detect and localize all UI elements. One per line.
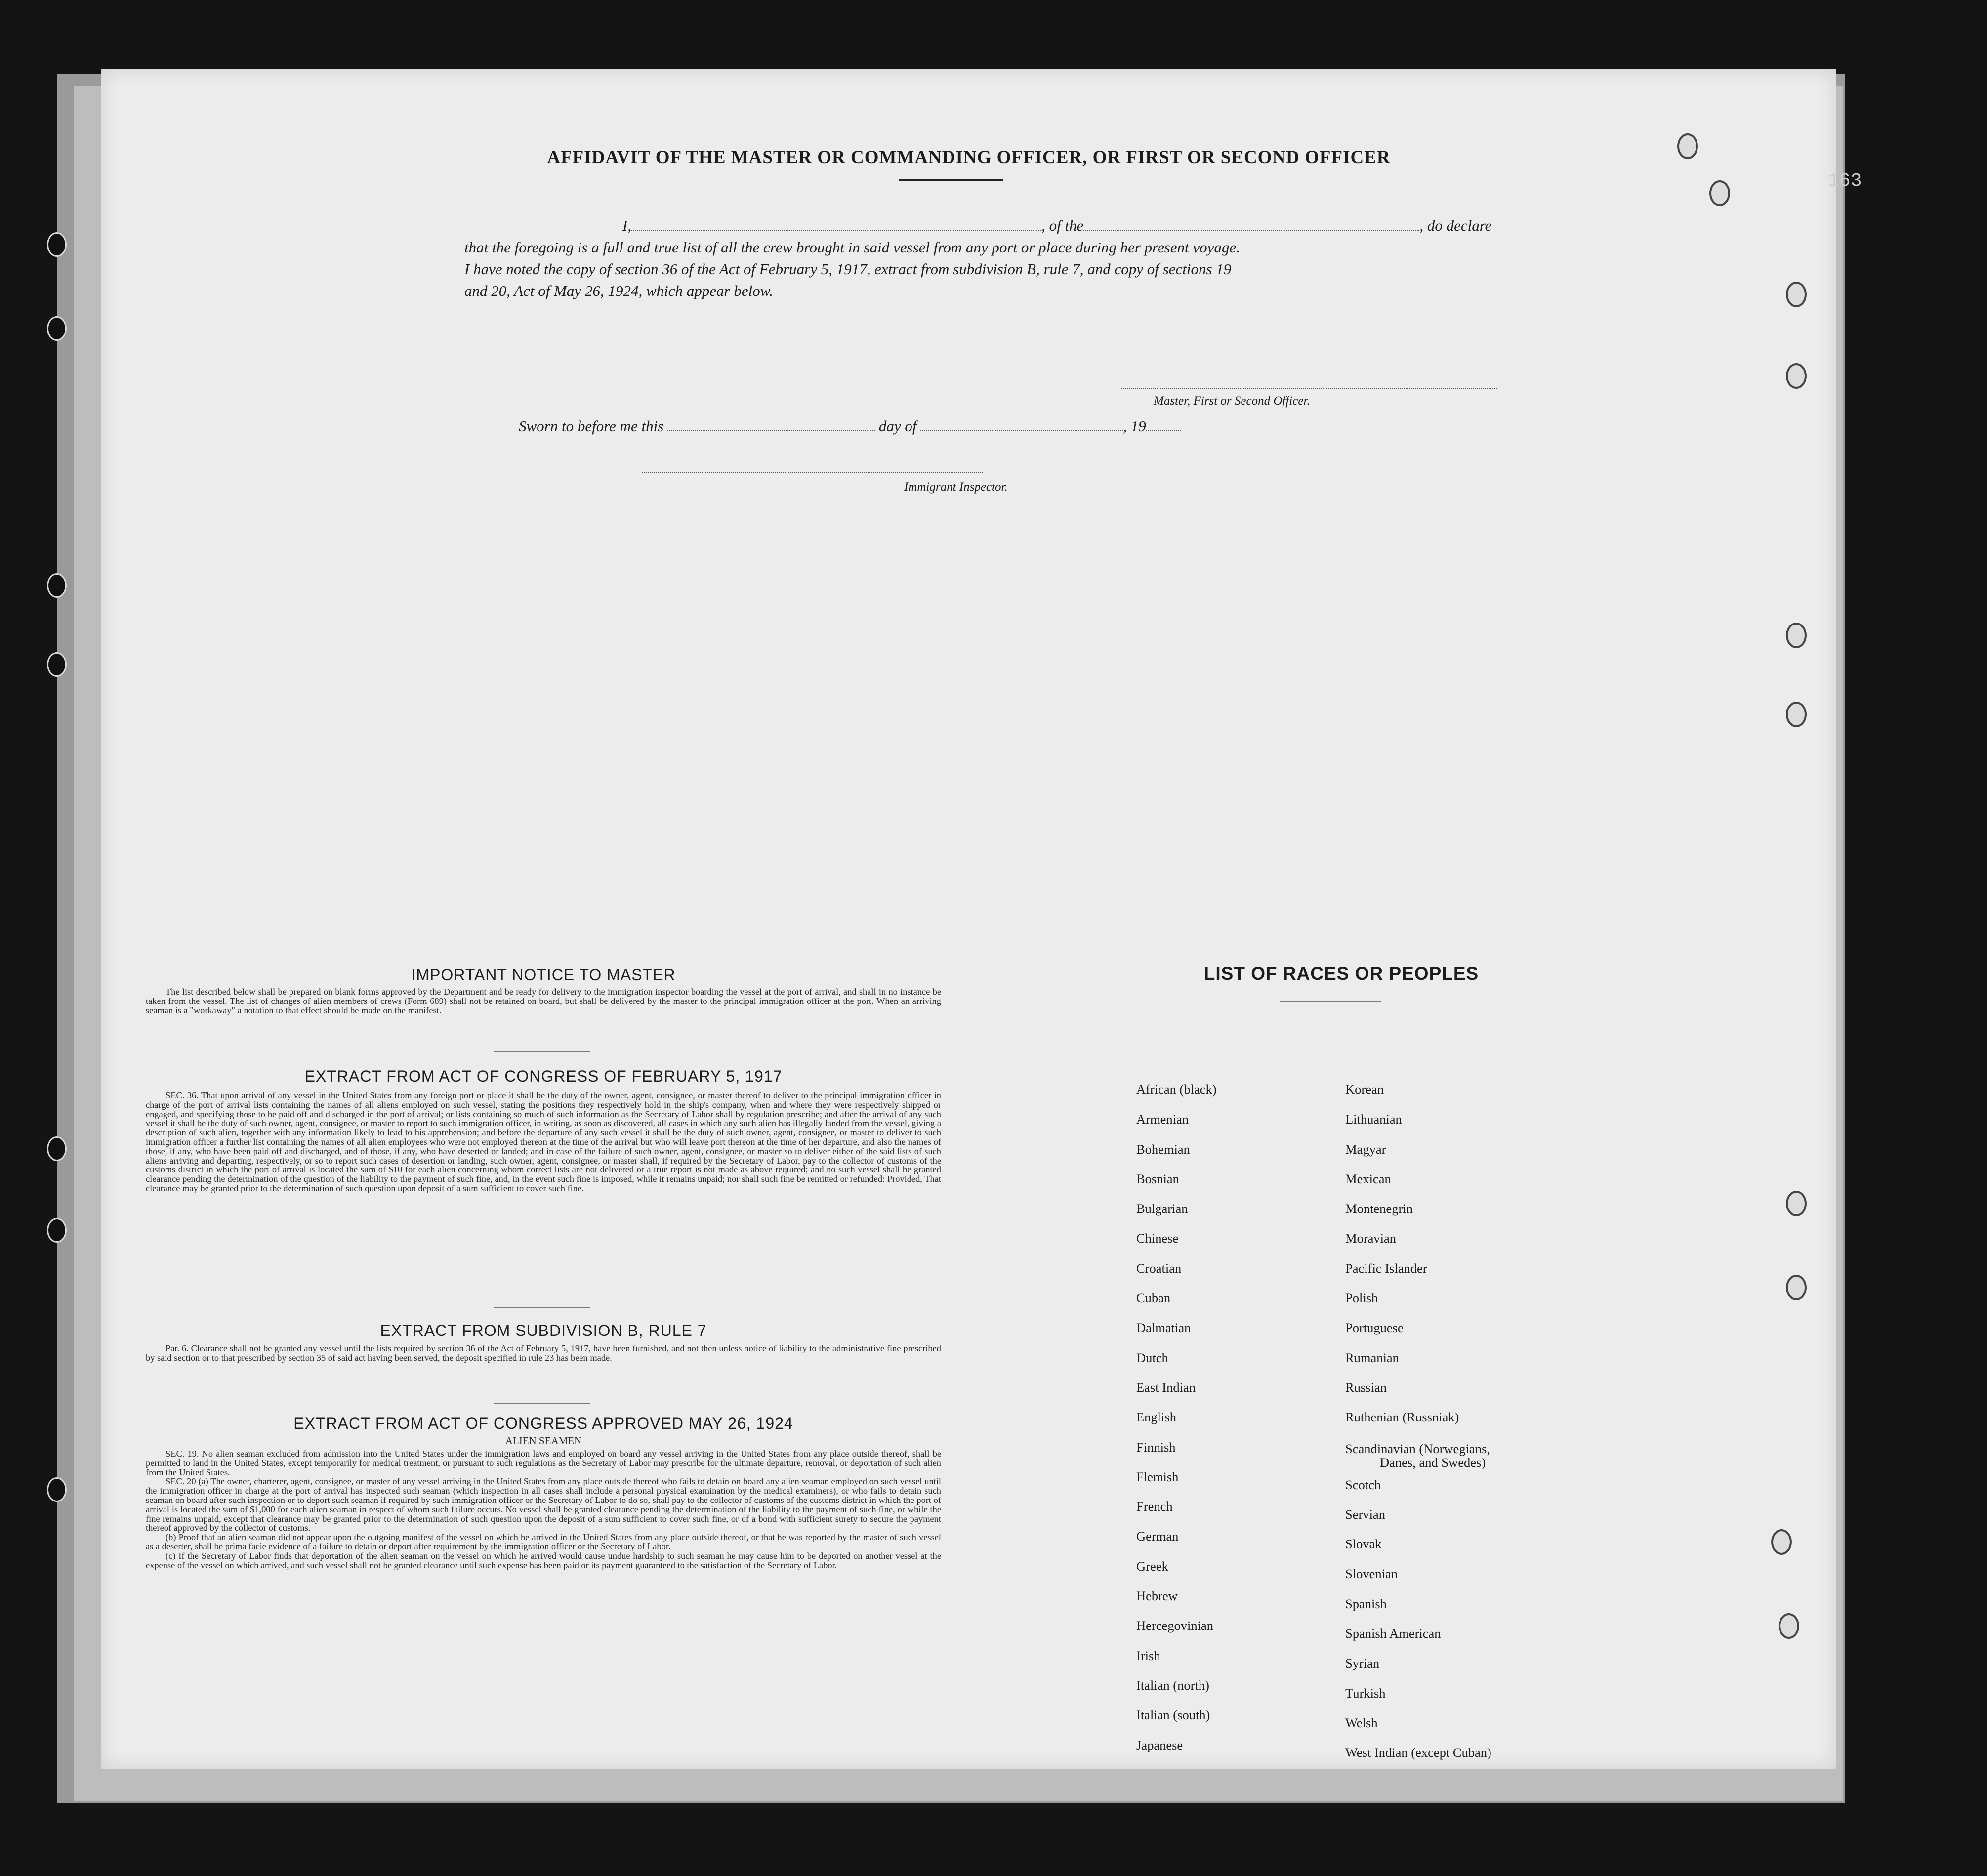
binder-hole [47, 316, 67, 341]
alien-seamen-subheading: ALIEN SEAMEN [505, 1435, 582, 1447]
race-item: French [1136, 1499, 1173, 1514]
race-item: West Indian (except Cuban) [1345, 1745, 1491, 1760]
race-item: English [1136, 1410, 1176, 1425]
divider [494, 1051, 590, 1052]
race-item: Irish [1136, 1648, 1160, 1663]
par6-paragraph: Par. 6. Clearance shall not be granted any vessel until the lists required by section 36 of the Act of February 5, 1917, have been furnished, and not then unless notice of liability to the administrative fine prescribed by said section or to that prescribed by section 35 of said act having been served, the deposit specified in rule 23 has been made. [146, 1343, 941, 1363]
race-item: Scotch [1345, 1477, 1381, 1492]
notice-text [146, 987, 941, 1015]
sworn-label: Sworn to before me this [519, 417, 664, 435]
race-item: African (black) [1136, 1082, 1217, 1097]
race-item: Cuban [1136, 1291, 1171, 1306]
sworn-line [519, 417, 1181, 435]
race-item: Welsh [1345, 1715, 1378, 1730]
races-heading: LIST OF RACES OR PEOPLES [1203, 963, 1479, 984]
binder-hole [47, 1136, 67, 1161]
decl-of-the: , of the [1041, 217, 1084, 234]
races-divider [1280, 1001, 1381, 1002]
race-item: Dutch [1136, 1350, 1168, 1365]
sec20c-paragraph: (c) If the Secretary of Labor finds that deportation of the alien seaman on the vessel on which he arrived would cause undue hardship to such seaman he may cause him to be deported on another vessel at the expense of the vessel on which arrived, and such vessel shall not be granted clearance until such expense has been paid or its payment guaranteed to the satisfaction of the Secretary of Labor. [146, 1550, 941, 1570]
race-item: Scandinavian (Norwegians, [1345, 1441, 1490, 1456]
race-item: Bulgarian [1136, 1201, 1188, 1216]
race-item: Italian (south) [1136, 1708, 1210, 1723]
declaration-line-3: I have noted the copy of section 36 of the Act of February 5, 1917, extract from subdivision B, rule 7, and copy of sections 19 [464, 260, 1232, 278]
race-item: German [1136, 1529, 1179, 1544]
race-item: Syrian [1345, 1656, 1380, 1671]
declaration-text [464, 215, 1546, 302]
declaration-line-4: and 20, Act of May 26, 1924, which appear below. [464, 282, 773, 299]
race-item: Portuguese [1345, 1320, 1404, 1335]
sec20b-paragraph: (b) Proof that an alien seaman did not appear upon the outgoing manifest of the vessel on which he arrived in the United States from any place outside thereof, or that he was reported by the master of such vessel as a deserter, shall be prima facie evidence of a failure to detain or deport after requirement by the immigration officer or the Secretary of Labor. [146, 1532, 941, 1551]
races-right-column [1345, 1075, 1491, 1768]
name-field[interactable] [631, 217, 1041, 231]
race-item: Dalmatian [1136, 1320, 1191, 1335]
race-item: Hercegovinian [1136, 1618, 1213, 1633]
extract-1924-text [146, 1449, 941, 1570]
race-item: Flemish [1136, 1469, 1179, 1484]
race-item: Bosnian [1136, 1171, 1179, 1186]
race-item: Croatian [1136, 1260, 1182, 1276]
declaration-line-1 [464, 215, 1546, 237]
race-item: Greek [1136, 1558, 1168, 1574]
binder-hole [47, 1477, 67, 1502]
race-item: Bohemian [1136, 1141, 1190, 1157]
race-item: Turkish [1345, 1685, 1386, 1701]
race-item: Russian [1345, 1379, 1387, 1395]
inspector-signature-line[interactable] [642, 459, 983, 473]
punch-hole [1786, 282, 1807, 307]
race-item: Servian [1345, 1506, 1385, 1522]
master-signature-line[interactable] [1121, 375, 1497, 389]
decl-do-declare: , do declare [1419, 217, 1492, 234]
race-item: Lithuanian [1345, 1112, 1402, 1127]
punch-hole [1709, 180, 1730, 206]
notice-heading: IMPORTANT NOTICE TO MASTER [411, 966, 676, 984]
day-of-label: day of [878, 417, 917, 435]
sec20a-paragraph: SEC. 20 (a) The owner, charterer, agent, consignee, or master of any vessel arriving in the United States from any place outside thereof who fails to detain on board any alien seaman employed on such vessel until the immigration officer in charge at the port of arrival has inspected such seaman (which inspection in all cases shall include a personal physical examination by the medical examiners), or who fails to detain such seaman on board after such inspection or to deport such seaman if required by such immigration officer or the Secretary of Labor to do so, shall pay to the collector of customs of the customs district in which the port of arrival is located the sum of $1,000 for each alien seaman in respect of whom such failure occurs. No vessel shall be granted clearance pending the determination of the liability to the payment of such fine, or while the fine remains unpaid, except that clearance may be granted prior to the determination of such question upon the deposit of a sum sufficient to cover such fine, or of a bond with sufficient surety to secure the payment thereof approved by the collector of customs. [146, 1476, 941, 1533]
race-item: Slovak [1345, 1537, 1382, 1552]
punch-hole [1786, 363, 1807, 389]
affidavit-title: AFFIDAVIT OF THE MASTER OR COMMANDING OFFICER, OR FIRST OR SECOND OFFICER [547, 147, 1391, 167]
decl-i: I, [622, 217, 632, 234]
year-label: , 19 [1123, 417, 1146, 435]
extract-1917-heading: EXTRACT FROM ACT OF CONGRESS OF FEBRUARY 5, 1917 [304, 1067, 783, 1085]
binder-hole [47, 652, 67, 677]
race-item: Moravian [1345, 1231, 1397, 1246]
sec19-paragraph: SEC. 19. No alien seaman excluded from admission into the United States under the immigration laws and employed on board any vessel arriving in the United States from any place outside thereof, shall be permitted to land in the United States, except temporarily for medical treatment, or pursuant to such regulations as the Secretary of Labor may prescribe for the ultimate departure, removal, or deportation of such alien from the United States. [146, 1449, 941, 1477]
race-item: Rumanian [1345, 1350, 1399, 1365]
race-item: Hebrew [1136, 1588, 1178, 1604]
binder-hole [47, 1218, 67, 1243]
race-item: Mexican [1345, 1171, 1391, 1186]
sworn-day-field[interactable] [667, 417, 875, 431]
race-item: Montenegrin [1345, 1201, 1413, 1216]
extract-1924-heading: EXTRACT FROM ACT OF CONGRESS APPROVED MAY 26, 1924 [293, 1415, 793, 1432]
race-item: Armenian [1136, 1112, 1189, 1127]
race-item: East Indian [1136, 1379, 1196, 1395]
binder-hole [47, 573, 67, 598]
punch-hole [1771, 1529, 1792, 1555]
race-item: Finnish [1136, 1439, 1176, 1455]
race-item: Chinese [1136, 1231, 1179, 1246]
race-item: Pacific Islander [1345, 1260, 1427, 1276]
sec36-paragraph: SEC. 36. That upon arrival of any vessel in the United States from any foreign port or place it shall be the duty of the owner, agent, consignee, or master thereof to deliver to the principal immigration officer in charge of the port of arrival lists containing the names of all aliens employed on such vessel, stating the positions they respectively hold in the ship's company, when and where they were respectively shipped or engaged, and specifying those to be paid off and discharged in the port of arrival; or lists containing so much of such information as the Secretary of Labor shall by regulation prescribe; and after the arrival of any such vessel it shall be the duty of such owner, agent, consignee, or master to report to such immigration officer, in writing, as soon as discovered, all cases in which any such alien has illegally landed from the vessel, giving a description of such alien, together with any information likely to lead to his apprehension; and before the departure of any such vessel it shall be the duty of such owner, agent, consignee, or master to deliver to such immigration officer a further list containing the names of all alien employees who were not employed thereon at the time of the arrival but who will leave port thereon at the time of her departure, and also the names of those, if any, who have been paid off and discharged, and of those, if any, who have deserted or landed; and in case of the failure of such owner, agent, consignee, or master so to deliver either of the said lists of such aliens arriving and departing, respectively, or so to report such cases of desertion or landing, such owner, agent, consignee, or master shall, if required by the Secretary of Labor, pay to the collector of customs of the customs district in which the port of arrival is located the sum of $10 for each alien concerning whom correct lists are not delivered or a true report is not made as above required; and no such vessel shall be granted clearance pending the determination of the question of the liability to the payment of such fine, and, in the event such fine is imposed, while it remains unpaid; nor shall such fine be remitted or refunded: Provided, That clearance may be granted prior to the determination of such question upon deposit of a sum sufficient to cover such fine. [146, 1090, 941, 1193]
divider [494, 1403, 590, 1404]
sworn-year-field[interactable] [1146, 417, 1181, 431]
inspector-caption: Immigrant Inspector. [904, 480, 1008, 494]
race-item: Polish [1345, 1291, 1378, 1306]
rule7-text [146, 1344, 941, 1363]
race-item: Spanish American [1345, 1626, 1441, 1641]
race-item: Danes, and Swedes) [1380, 1455, 1486, 1470]
race-item: Slovenian [1345, 1566, 1398, 1582]
binder-hole [47, 232, 67, 257]
sworn-month-field[interactable] [920, 417, 1123, 431]
punch-hole [1786, 1191, 1807, 1216]
race-item: Ruthenian (Russniak) [1345, 1410, 1459, 1425]
race-item: Japanese [1136, 1737, 1183, 1752]
form-page [101, 69, 1836, 1769]
divider [494, 1307, 590, 1308]
race-item: Korean [1345, 1082, 1384, 1097]
title-rule [899, 179, 1003, 181]
race-item: Magyar [1345, 1141, 1386, 1157]
race-item: Spanish [1345, 1596, 1387, 1611]
punch-hole [1786, 1275, 1807, 1300]
master-caption: Master, First or Second Officer. [1154, 394, 1310, 408]
page-number: 163 [1828, 170, 1862, 192]
rule7-heading: EXTRACT FROM SUBDIVISION B, RULE 7 [380, 1322, 707, 1339]
declaration-line-2: that the foregoing is a full and true list of all the crew brought in said vessel from any port or place during her present voyage. [464, 239, 1240, 256]
punch-hole [1779, 1613, 1799, 1639]
extract-1917-text [146, 1091, 941, 1193]
punch-hole [1786, 702, 1807, 727]
punch-hole [1786, 623, 1807, 648]
notice-paragraph: The list described below shall be prepared on blank forms approved by the Department and be ready for delivery to the immigration inspector boarding the vessel at the port of arrival, and shall in no instance be taken from the vessel. The list of changes of alien members of crews (Form 689) shall not be retained on board, but shall be delivered by the master to the principal immigration officer at the port. When an arriving seaman is a "workaway" a notation to that effect should be made on the manifest. [146, 987, 941, 1015]
race-item: Italian (north) [1136, 1677, 1209, 1693]
races-left-column [1136, 1075, 1217, 1760]
vessel-field[interactable] [1083, 217, 1419, 231]
